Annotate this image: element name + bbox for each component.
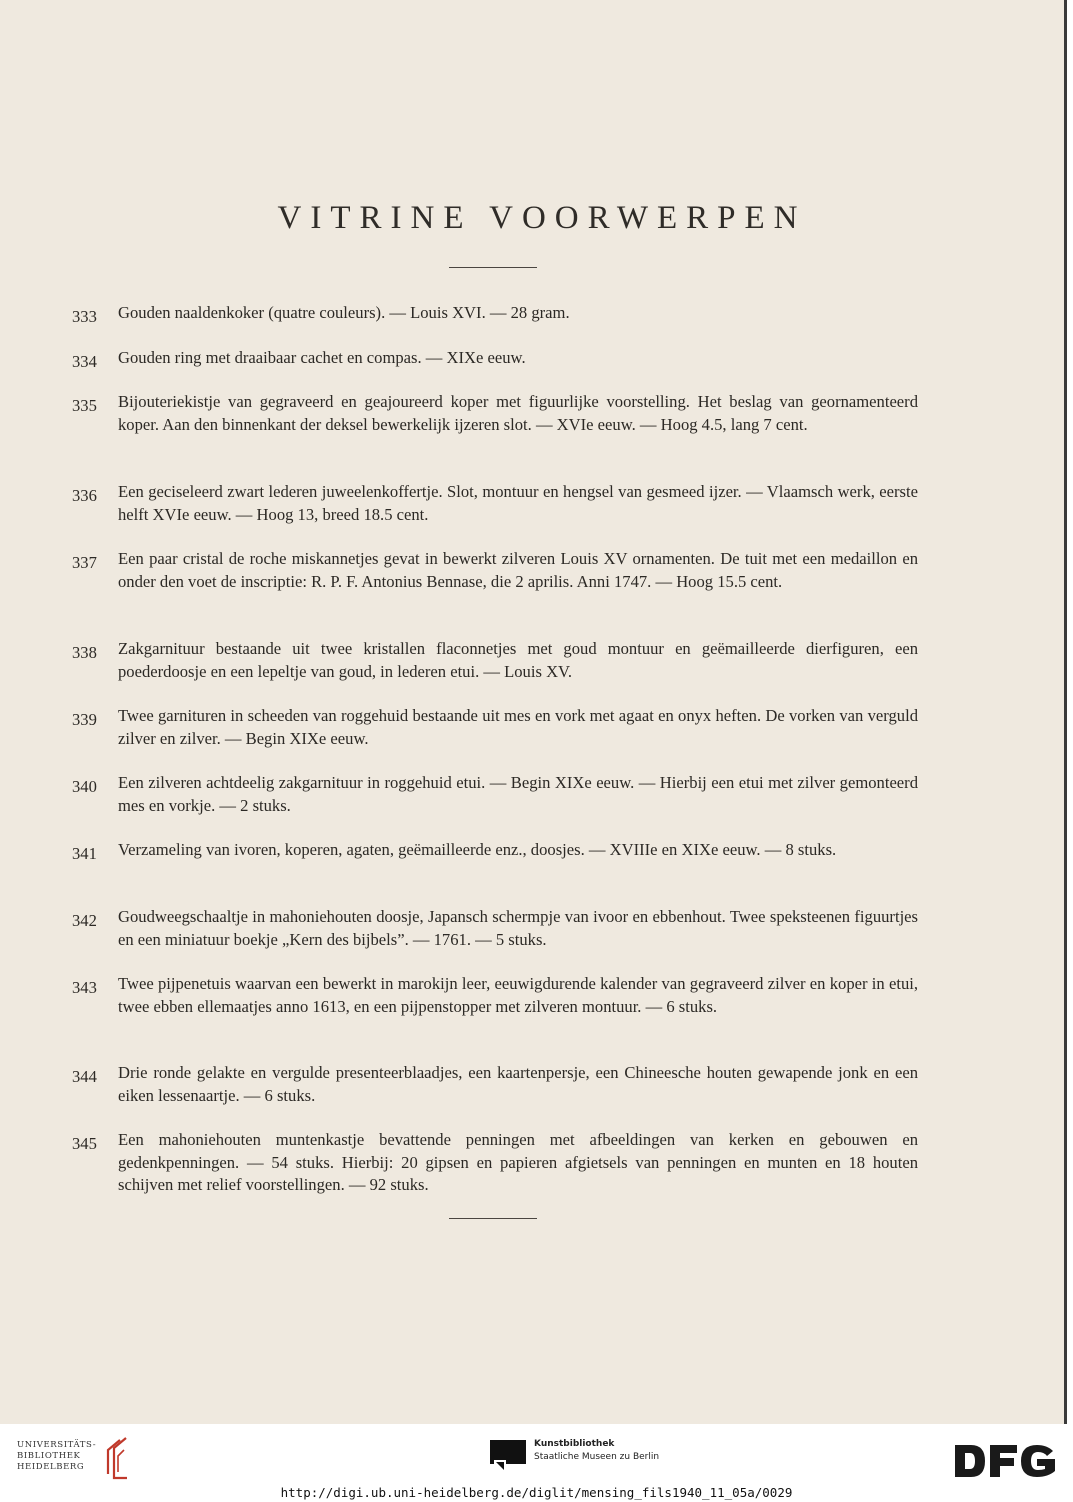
entry-text: Een geciseleerd zwart lederen juweelenkoffertje. Slot, montuur en hengsel van gesmeed ijzer. — Vlaamsch werk, eerste helft XVIe eeuw. — Hoog 13, breed 18.5 cent. — [118, 482, 918, 524]
entry-text: Twee pijpenetuis waarvan een bewerkt in marokijn leer, eeuwigdurende kalender van gegraveerd zilver en koper in etui, twee ebben ellemaatjes anno 1613, en een pijpenstopper met zilveren montuur. — 6 stuks. — [118, 974, 918, 1016]
entry-number: 342 — [72, 911, 97, 930]
entry-text: Gouden naaldenkoker (quatre couleurs). — Louis XVI. — 28 gram. — [118, 303, 570, 322]
ub-heidelberg-label: UNIVERSITÄTS- BIBLIOTHEK HEIDELBERG — [17, 1440, 97, 1472]
entry-text: Bijouteriekistje van gegraveerd en geajoureerd koper met figuurlijke voorstelling. Het beslag van geornamenteerd koper. Aan den binnenkant der deksel bewerkelijk ijzeren slot. — XVIe eeuw. — Hoog 4.5, lang 7 cent. — [118, 392, 918, 434]
entry-text: Zakgarnituur bestaande uit twee kristallen flaconnetjes met goud montuur en geëmailleerde dierfiguren, een poederdoosje en een lepeltje van goud, in lederen etui. — Louis XV. — [118, 639, 918, 681]
entry-number: 338 — [72, 643, 97, 662]
entry-336 — [72, 481, 918, 548]
entry-number: 339 — [72, 710, 97, 729]
entry-number: 341 — [72, 844, 97, 863]
entry-339 — [72, 705, 918, 772]
entry-text: Verzameling van ivoren, koperen, agaten, geëmailleerde enz., doosjes. — XVIIIe en XIXe eeuw. — 8 stuks. — [118, 840, 837, 859]
entry-number: 333 — [72, 307, 97, 326]
entry-number: 345 — [72, 1134, 97, 1153]
entry-338 — [72, 638, 918, 705]
source-url[interactable]: http://digi.ub.uni-heidelberg.de/diglit/mensing_fils1940_11_05a/0029 — [280, 1485, 793, 1500]
entry-text: Goudweegschaaltje in mahoniehouten doosje, Japansch schermpje van ivoor en ebbenhout. Twee speksteenen figuurtjes en een miniatuur boekje „Kern des bijbels”. — 1761. — 5 stuks. — [118, 907, 918, 949]
entry-text: Een zilveren achtdeelig zakgarnituur in roggehuid etui. — Begin XIXe eeuw. — Hierbij een etui met zilver gemonteerd mes en vorkje. — 2 stuks. — [118, 773, 918, 815]
entry-334 — [72, 347, 918, 391]
entry-text: Een paar cristal de roche miskannetjes gevat in bewerkt zilveren Louis XV ornamenten. De tuit met een medaillon en onder den voet de inscriptie: R. P. F. Antonius Bennase, die 2 aprilis. Anni 1747. — Hoog 15.5 cent. — [118, 549, 918, 591]
dfg-logo-icon — [953, 1443, 1057, 1479]
entry-number: 335 — [72, 396, 97, 415]
entry-341 — [72, 839, 918, 906]
entry-345 — [72, 1129, 918, 1209]
entry-340 — [72, 772, 918, 839]
kunstbibliothek-label: Kunstbibliothek Staatliche Museen zu Berlin — [534, 1439, 660, 1462]
entry-number: 344 — [72, 1067, 97, 1086]
entry-342 — [72, 906, 918, 973]
entry-number: 334 — [72, 352, 97, 371]
top-divider — [449, 267, 537, 268]
entry-text: Gouden ring met draaibaar cachet en compas. — XIXe eeuw. — [118, 348, 526, 367]
kunstbibliothek-logo-icon — [490, 1440, 526, 1474]
entry-number: 340 — [72, 777, 97, 796]
entry-333 — [72, 302, 918, 347]
entry-text: Twee garnituren in scheeden van roggehuid bestaande uit mes en vork met agaat en onyx heften. De vorken van verguld zilver en zilver. — Begin XIXe eeuw. — [118, 706, 918, 748]
entry-335 — [72, 391, 918, 481]
bottom-divider — [449, 1218, 537, 1219]
entry-text: Een mahoniehouten muntenkastje bevattende penningen met afbeeldingen van kerken en gebouwen en gedenkpenningen. — 54 stuks. Hierbij: 20 gipsen en papieren afgietsels van penningen en munten en 18 houten schijven met relief voorstellingen. — 92 stuks. — [118, 1130, 918, 1194]
ub-heidelberg-logo-icon — [100, 1436, 130, 1482]
page-title: VITRINE VOORWERPEN — [277, 200, 807, 236]
footer-bar — [0, 1424, 1073, 1502]
entry-344 — [72, 1062, 918, 1129]
entry-number: 337 — [72, 553, 97, 572]
entry-343 — [72, 973, 918, 1062]
entry-list — [72, 302, 918, 1209]
entry-text: Drie ronde gelakte en vergulde presenteerblaadjes, een kaartenpersje, een Chineesche houten gewapende jonk en een eiken lessenaartje. — 6 stuks. — [118, 1063, 918, 1105]
entry-number: 343 — [72, 978, 97, 997]
entry-337 — [72, 548, 918, 638]
entry-number: 336 — [72, 486, 97, 505]
